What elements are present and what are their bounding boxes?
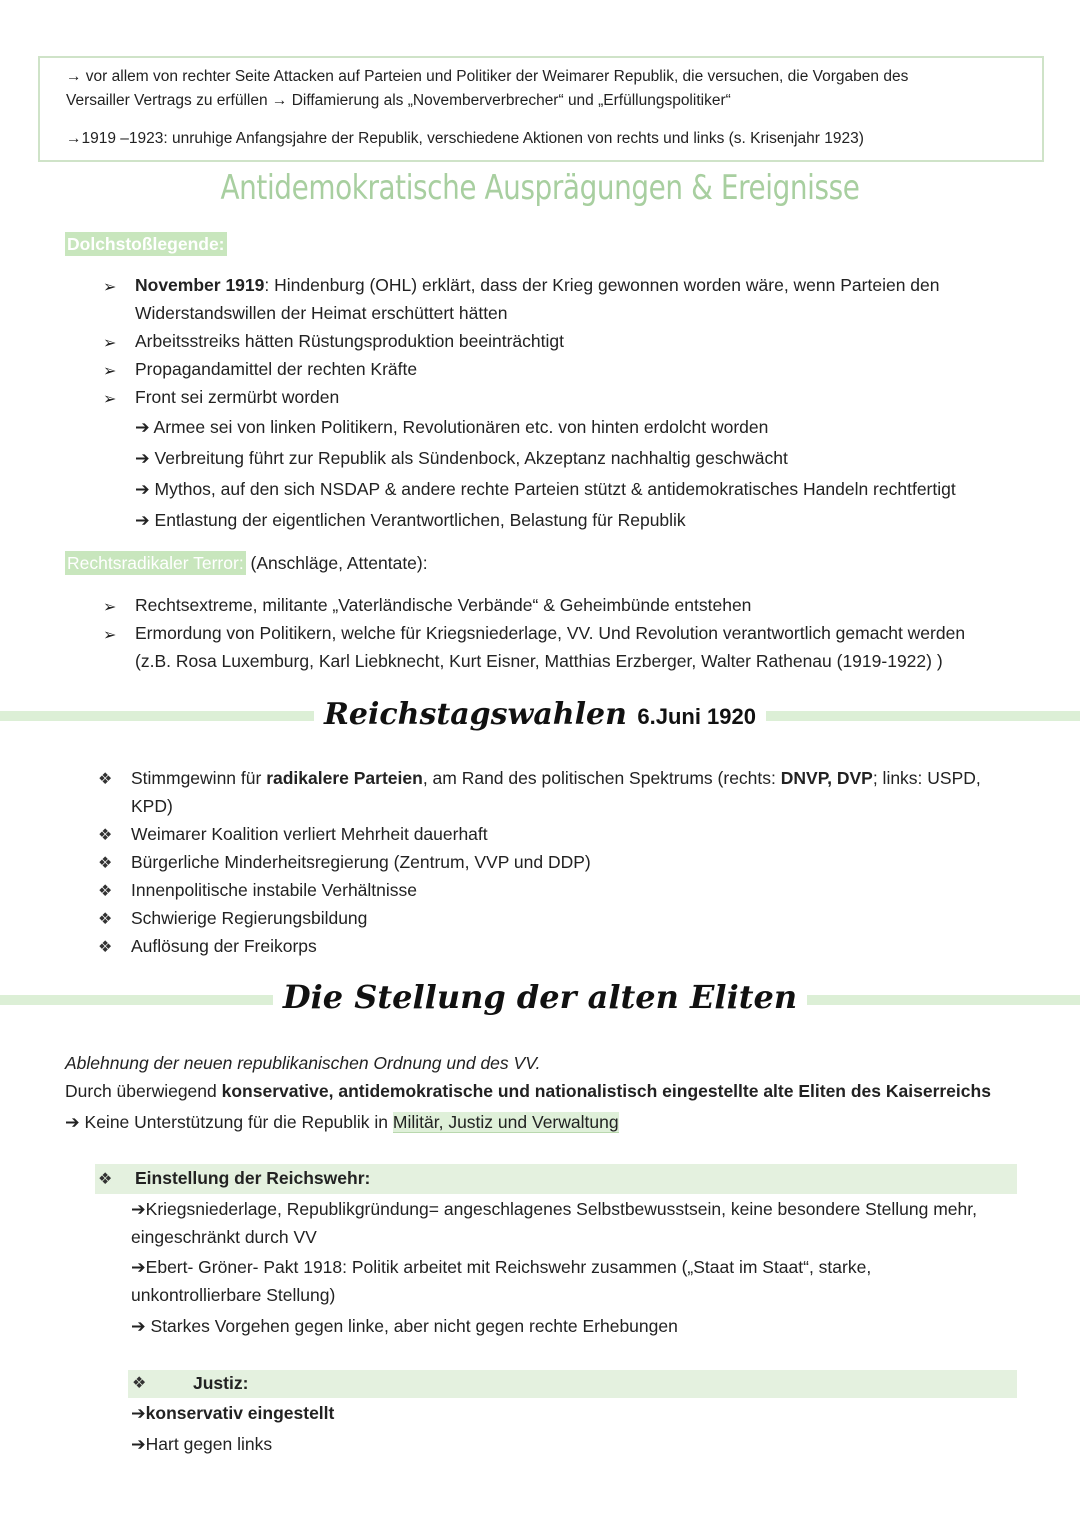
- dolchstoss-item-1-bold: November 1919: [135, 275, 265, 295]
- terror-label-rest: (Anschläge, Attentate):: [245, 553, 428, 573]
- dolchstoss-item-3: Propagandamittel der rechten Kräfte: [135, 359, 418, 379]
- reichswehr-line-2: eingeschränkt durch VV: [131, 1227, 317, 1247]
- reichswehr-line-1: ➔Kriegsniederlage, Republikgründung= angeschlagenes Selbstbewusstsein, keine besondere Stellung mehr,: [131, 1199, 977, 1219]
- intro-line-2: Versailler Vertrags zu erfüllen → Diffamierung als „Novemberverbrecher“ und „Erfüllungspolitiker“: [66, 92, 731, 109]
- wahl-item-1-bold2: DNVP, DVP: [780, 768, 873, 788]
- bullet-arrow-icon: ➢: [103, 599, 117, 616]
- bullet-diamond-icon: ❖: [98, 855, 113, 872]
- reichstagswahlen-title: Reichstagswahlen: [323, 697, 627, 732]
- bullet-arrow-icon: ➢: [103, 391, 117, 408]
- dolchstoss-subitem-2: ➔ Verbreitung führt zur Republik als Sündenbock, Akzeptanz nachhaltig geschwächt: [135, 448, 788, 468]
- dolchstoss-label: [65, 234, 227, 255]
- terror-label-text: Rechtsradikaler Terror:: [67, 553, 244, 573]
- wahl-item-5: Schwierige Regierungsbildung: [131, 908, 368, 928]
- bullet-diamond-icon: ❖: [98, 771, 113, 788]
- dolchstoss-label-text: Dolchstoßlegende:: [67, 234, 225, 254]
- wahl-item-1-cont: KPD): [131, 796, 173, 816]
- terror-item-1: Rechtsextreme, militante „Vaterländische Verbände“ & Geheimbünde entstehen: [135, 595, 752, 615]
- dolchstoss-item-1: [135, 275, 939, 296]
- terror-label: [65, 553, 428, 574]
- wahl-item-1-post: ; links: USPD,: [872, 768, 981, 788]
- dolchstoss-subitem-1: ➔ Armee sei von linken Politikern, Revolutionären etc. von hinten erdolcht worden: [135, 417, 769, 437]
- bullet-diamond-icon: ❖: [98, 1171, 113, 1188]
- dolchstoss-item-4: Front sei zermürbt worden: [135, 387, 340, 407]
- section-title-eliten: [0, 978, 1080, 1016]
- wahl-item-6: Auflösung der Freikorps: [131, 936, 317, 956]
- eliten-intro-1: Ablehnung der neuen republikanischen Ordnung und des VV.: [65, 1053, 541, 1073]
- justiz-line-1: ➔konservativ eingestellt: [131, 1403, 335, 1423]
- bullet-diamond-icon: ❖: [98, 827, 113, 844]
- dolchstoss-subitem-3: ➔ Mythos, auf den sich NSDAP & andere rechte Parteien stützt & antidemokratisches Handeln rechtfertigt: [135, 479, 956, 499]
- eliten-intro-2-pre: Durch überwiegend: [65, 1081, 222, 1101]
- wahl-item-1-bold: radikalere Parteien: [266, 768, 423, 788]
- justiz-label: Justiz:: [193, 1373, 249, 1393]
- wahl-item-3: Bürgerliche Minderheitsregierung (Zentrum, VVP und DDP): [131, 852, 591, 872]
- wahl-item-1-pre: Stimmgewinn für: [131, 768, 267, 788]
- justiz-line-2: ➔Hart gegen links: [131, 1434, 273, 1454]
- terror-item-2-cont: (z.B. Rosa Luxemburg, Karl Liebknecht, Kurt Eisner, Matthias Erzberger, Walter Rathenau (1919-1922) ): [135, 651, 943, 671]
- wahl-item-2: Weimarer Koalition verliert Mehrheit dauerhaft: [131, 824, 488, 844]
- wahl-item-1-mid: , am Rand des politischen Spektrums (rechts:: [422, 768, 781, 788]
- reichswehr-line-4: unkontrollierbare Stellung): [131, 1285, 336, 1305]
- reichstagswahlen-date: 6.Juni 1920: [637, 704, 756, 729]
- bullet-diamond-icon: ❖: [132, 1375, 147, 1392]
- bullet-arrow-icon: ➢: [103, 279, 117, 296]
- reichswehr-line-5: ➔ Starkes Vorgehen gegen linke, aber nicht gegen rechte Erhebungen: [131, 1316, 678, 1336]
- dolchstoss-subitem-4: ➔ Entlastung der eigentlichen Verantwortlichen, Belastung für Republik: [135, 510, 686, 530]
- bullet-arrow-icon: ➢: [103, 627, 117, 644]
- section-title-reichstagswahlen: [0, 697, 1080, 732]
- dolchstoss-item-1-cont: Widerstandswillen der Heimat erschüttert hätten: [135, 303, 508, 323]
- eliten-intro-3-pre: ➔ Keine Unterstützung für die Republik in: [65, 1112, 393, 1132]
- wahl-item-1: [131, 768, 981, 789]
- reichswehr-label: Einstellung der Reichswehr:: [135, 1168, 371, 1188]
- dolchstoss-item-1-text: : Hindenburg (OHL) erklärt, dass der Krieg gewonnen worden wäre, wenn Parteien den: [264, 275, 940, 295]
- eliten-intro-2: [65, 1081, 991, 1102]
- eliten-intro-3: [65, 1112, 619, 1133]
- section-title-antidemokratisch: Antidemokratische Ausprägungen & Ereignisse: [220, 168, 860, 208]
- bullet-arrow-icon: ➢: [103, 335, 117, 352]
- terror-item-2: Ermordung von Politikern, welche für Kriegsniederlage, VV. Und Revolution verantwortlich gemacht werden: [135, 623, 966, 643]
- eliten-intro-3-highlight: Militär, Justiz und Verwaltung: [392, 1112, 619, 1132]
- intro-line-1: → vor allem von rechter Seite Attacken auf Parteien und Politiker der Weimarer Republik, die versuchen, die Vorgaben des: [66, 68, 909, 85]
- bullet-diamond-icon: ❖: [98, 911, 113, 928]
- bullet-diamond-icon: ❖: [98, 939, 113, 956]
- intro-line-3: →1919 –1923: unruhige Anfangsjahre der Republik, verschiedene Aktionen von rechts und links (s. Krisenjahr 1923): [66, 130, 864, 147]
- eliten-intro-2-bold: konservative, antidemokratische und nationalistisch eingestellte alte Eliten des Kaiserreichs: [221, 1081, 991, 1101]
- wahl-item-4: Innenpolitische instabile Verhältnisse: [131, 880, 418, 900]
- reichswehr-line-3: ➔Ebert- Gröner- Pakt 1918: Politik arbeitet mit Reichswehr zusammen („Staat im Staat“, starke,: [131, 1257, 872, 1277]
- dolchstoss-item-2: Arbeitsstreiks hätten Rüstungsproduktion beeinträchtigt: [135, 331, 564, 351]
- intro-box: [38, 56, 1044, 162]
- justiz-row-bg: [128, 1370, 1017, 1398]
- bullet-diamond-icon: ❖: [98, 883, 113, 900]
- bullet-arrow-icon: ➢: [103, 363, 117, 380]
- eliten-title: Die Stellung der alten Eliten: [273, 978, 807, 1016]
